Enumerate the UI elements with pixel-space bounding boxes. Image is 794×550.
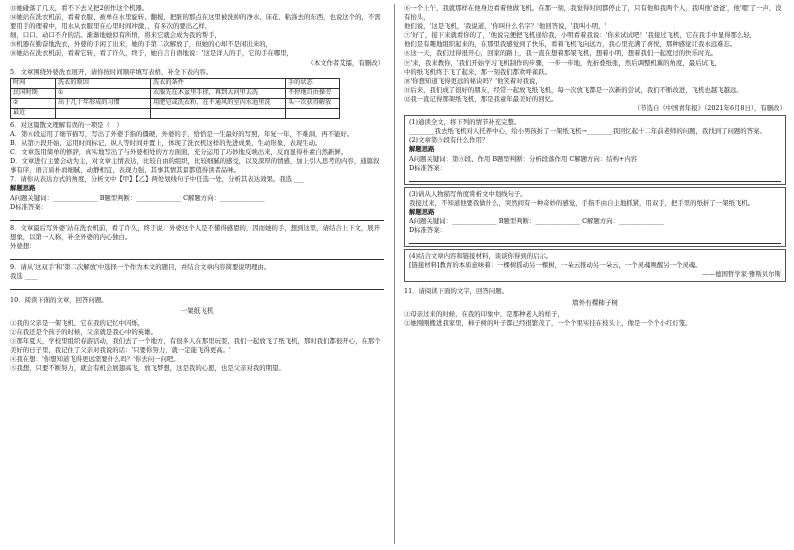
story-para: 中的纸飞机终于飞了起来，那一刻我们都欢呼雀跃。 xyxy=(404,67,551,76)
q7-answer-line[interactable] xyxy=(10,212,384,221)
q8-label: 外婆想： xyxy=(10,241,36,250)
option-c: C．文章选用简单的修辞，真实地写出了与外婆相处的方方面面，充分运用了巧妙地反映出来，反而显得朴素自然新鲜。 xyxy=(10,148,348,157)
q4-link-material: [链接材料]教育的本质意味着：一棵树摇动另一棵树，一朵云推动另一朵云，一个灵魂唤醒另一个灵魂。 xyxy=(409,261,702,270)
option-b: B．从第⑦段开始，运用时间标记，纵人等时间并置上，体现了洗衣机这样的先进成果，生动形象，表现生动。 xyxy=(10,138,322,147)
table-header: 洗衣的条件 xyxy=(151,78,286,88)
table-header: 时间 xyxy=(11,78,56,88)
q3-standard-answer: D标准答案： xyxy=(409,226,447,235)
q2-standard-answer: D标准答案： xyxy=(409,163,447,172)
para-16: ⑯她站在洗衣机前，看着它转，看了许久，终于，她自言自语地说：'这是洋人的手，它的手在哪里， xyxy=(10,49,293,58)
source-note: （本文作者艾擂，有删改） xyxy=(307,58,384,67)
story-para: ⑧这一天，我们过得很开心，回家的路上，我一直在想着那架飞机，想着小明，想着我们一起度过的快乐时光。 xyxy=(404,49,718,58)
table-cell: 民国时期 xyxy=(11,88,56,98)
option-a: A．第⑥段运用了细节描写，写出了外婆手指的僵硬，外婆的手，恰恰是一生最好的写照，年复一年，不难洞，再不能好。 xyxy=(10,129,354,138)
question-8: 8．文章最后写外婆'站在洗衣机前，看了许久，终于说：外婆这个人是不懂得感恩的，因而她的手，想到这里，请结合上下文，展开想象，以第一人称，补全外婆的内心独白。 xyxy=(10,223,381,241)
story2-title: 墙外有棵柿子树 xyxy=(571,298,619,307)
story-para: ⑪后来，我们成了很好的朋友，经常一起放飞纸飞机，每一次放飞都是一次新的尝试，我们不断改进，飞机也越飞越远。 xyxy=(404,85,743,94)
q3-box xyxy=(404,187,786,247)
table-cell[interactable] xyxy=(56,108,151,118)
q3-answer-line[interactable] xyxy=(409,235,781,244)
story-para: 他们说，'这是飞机，'我说道，'你叫什么名字？'他回答说，'我叫小明，' xyxy=(404,22,607,31)
questions-box xyxy=(404,115,786,185)
table-header: 洗衣的原因 xyxy=(56,78,151,88)
right-column xyxy=(404,4,786,546)
q4-author: ——德国哲学家·雅斯贝尔斯 xyxy=(702,270,781,279)
story2-para: ②她刚刚搬进我家里，柿子树的叶子都已经很繁茂了，一个个果实挂在枝头上，像是一个个小红灯笼。 xyxy=(404,318,692,327)
question-5: 5．文章围绕外婆洗衣展开，请你按时间顺序填写表格，补全下表内容。 xyxy=(10,67,213,76)
time-table xyxy=(10,78,340,119)
para-15: ⑮机器在勤奋地洗衣，外婆的手闲了出来，她的手第二次解放了，但她的心却不是闲出来的， xyxy=(10,40,273,49)
question-6: 6．对这篇散文理解有误的一项是（ ） xyxy=(10,120,123,129)
story-para: ⑤我想，只要不断努力，就会有机会展翅高飞，放飞梦想，这是我的心愿，也是父亲对我的期望。 xyxy=(10,364,285,373)
q2-analysis-row: A问题关键词：第⑤段、作用 B题型判断：分析段落作用 C解题方向：结构+内容 xyxy=(409,154,638,163)
table-cell: 用肥皂或洗衣粉，在不通风的室内水池里洗 xyxy=(151,98,286,108)
table-row xyxy=(11,88,340,98)
q2-answer-line[interactable] xyxy=(409,173,781,182)
table-cell[interactable] xyxy=(286,108,340,118)
left-column xyxy=(10,4,384,546)
table-row xyxy=(11,108,340,118)
question-7: 7．请你从表达方式的角度，分析文中【甲】【乙】两处划线句子中任选一处，分析其表达效果。我选 ___ xyxy=(10,175,304,184)
q3-sentence: 我接过来，不知道他要我做什么，突然间有一种奇妙的感觉，手指不由自主地抓紧，用双手，把手里的纸折了一架纸飞机。 xyxy=(409,198,755,207)
table-cell: 衣服先在木盆里手搓，再到大河里去洗 xyxy=(151,88,286,98)
question-11: 11．请阅读下面的文字，回答问题。 xyxy=(404,287,508,296)
q4-box xyxy=(404,249,786,282)
story-title: 一架纸飞机 xyxy=(180,307,214,316)
story-para: ②在我还是个孩子的时候，父亲就是我心中的英雄。 xyxy=(10,327,157,336)
q7-label: 解题思路 xyxy=(10,184,36,193)
table-header: 手的状态 xyxy=(286,78,340,88)
story-para: ①我的父亲是一架飞机，它在我的记忆中闪烁， xyxy=(10,318,145,327)
table-cell: 头一次获得解放 xyxy=(286,98,340,108)
question-9: 9．请从'这双手'和'第二次解放'中选择一个作为本文的题目，并结合文章内容简要说明理由。 xyxy=(10,262,271,271)
table-cell: 不停地自由操劳 xyxy=(286,88,340,98)
story-para: ⑩'你想知道飞得更远的秘诀吗？'他笑着对我说， xyxy=(404,76,542,85)
table-cell: 最近 xyxy=(11,108,56,118)
question-2: (2)文章第⑤段有什么作用？ xyxy=(409,136,489,145)
q1-plot-line[interactable]: ________我去纸飞机对人托养中心，给小男孩折了一架纸飞机→________我回忆起十二年前老师的问题，我找到了问题的答案。 xyxy=(409,127,766,136)
q9-answer-line[interactable] xyxy=(10,281,384,290)
source-note: （节选自《中国青年报》（2021年6月8日），有删改） xyxy=(633,104,786,113)
table-cell[interactable]: ① xyxy=(56,88,151,98)
q2-label: 解题思路 xyxy=(409,145,435,154)
table-cell: 出于几十年形成的习惯 xyxy=(56,98,151,108)
story-para: ⑥一个上午，我就那样在他身边看着他做飞机。在那一刻，我觉得时间都停止了，只有他和我两个人，我叫他'爸爸'，他'嗯'了一声，没有抬头， xyxy=(404,4,782,22)
story-para: ⑨'来，我来教你，'我们开始学习飞机制作的步骤，一步一步地，先折叠纸张，然后调整机翼的角度，最后试飞， xyxy=(404,58,721,67)
table-cell[interactable]: ② xyxy=(11,98,56,108)
option-d: D．文章进行主要会动为主，对文章主情表达，比较自由的组织，比较细腻的感受，以及深厚的情感，加上引人思考的内容，通篇叙事有序，语言质朴而细腻，动静相宜，表现力强，其事其情其景都值得读者品味。 xyxy=(10,157,380,175)
para-13: ⑬她碰落了几天，看不下去又把2创作这个机器。 xyxy=(10,4,149,12)
story-para: ⑫我一直记得那架纸飞机，那是我童年最美好的回忆。 xyxy=(404,94,558,103)
story-para: ③那年夏天，学校里组织春游活动，我们去了一个地方，有很多人在那里玩耍，我们一起放飞了纸飞机，那时我们都很开心，在那个美好的日子里，我记住了父亲对我说的话：'只要你努力，就一定能飞得更高。' xyxy=(10,336,381,354)
story2-para: ①母亲过来的时候，在我的印象中，是那种老人的样子， xyxy=(404,309,564,318)
story-para: ⑦'好了，接下来就看你的了，'他说完便把飞机递给我，小明看着我说：'你来试试吧！'我接过飞机，它在我手中显得那么轻， xyxy=(404,31,757,40)
question-1: (1)通读全文，将下列的情节补充完整。 xyxy=(409,118,521,127)
q8-answer-line[interactable] xyxy=(10,251,384,260)
para-14-cont: 细，口口、动口不介的活。渐渐地她似有所悟，将来它就会成为我的帮手， xyxy=(10,31,221,40)
story-para: 他们是有趣地组织起来的，在那里我感觉到了快乐，看着飞机飞向远方，我心里充满了喜悦，那种感觉让我永远难忘。 xyxy=(404,40,737,49)
table-row xyxy=(11,98,340,108)
q7-analysis-row: A问题关键词：______________ B题型判断：______________ C解题方向：______________ xyxy=(10,193,265,202)
q3-analysis-row: A问题关键词：______________ B题型判断：______________ C解题方向：______________ xyxy=(409,216,664,225)
question-4: (4)结合文章内容和链接材料，谈谈你得到的启示。 xyxy=(409,252,553,261)
table-header-row xyxy=(11,78,340,88)
question-3: (3)请从人物描写角度赏析文中划线句子。 xyxy=(409,189,527,198)
column-divider xyxy=(394,4,395,544)
question-10: 10．阅读下面的文章，回答问题。 xyxy=(10,296,108,305)
q9-choice[interactable]: 我选 ____ xyxy=(10,272,38,281)
q7-standard-answer: D标准答案： xyxy=(10,202,48,211)
q3-label: 解题思路 xyxy=(409,207,435,216)
table-cell[interactable] xyxy=(151,108,286,118)
story-para: ④我在想：'你想知道飞得更远需要什么吗？'你去问一问吧。 xyxy=(10,354,180,363)
para-14: ⑭她站在洗衣机前，看着衣服、被单在水里旋转、翻搅，把脏的那点在这里被洗掉的净水、床花、粘涤去的东西，也说这个的，不需要用手的理着中，用水从衣服里在心里时间冲激，，有多次的要出乙样， xyxy=(10,13,381,31)
